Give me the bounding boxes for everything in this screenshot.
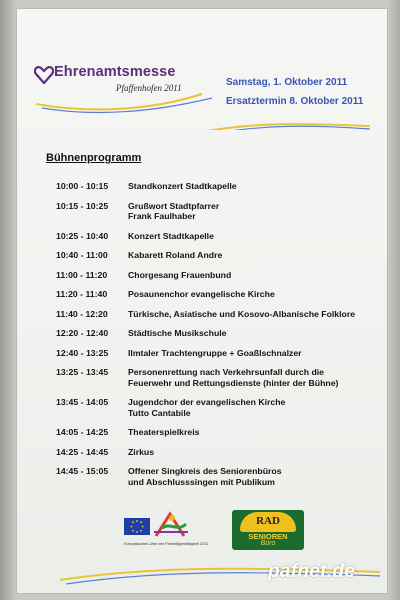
schedule-time: 11:00 - 11:20 — [56, 269, 108, 280]
left-edge-shadow — [0, 0, 16, 600]
schedule-desc: Zirkus — [128, 446, 155, 457]
schedule-time: 10:40 - 11:00 — [56, 250, 108, 260]
program-heading: Bühnenprogramm — [46, 152, 142, 164]
event-date: Samstag, 1. Oktober 2011 — [226, 77, 348, 88]
schedule-time: 13:25 - 13:45 — [56, 367, 109, 377]
stage-schedule — [56, 181, 386, 487]
schedule-time: 14:05 - 14:25 — [56, 427, 109, 437]
senioren-logo-bottom: Büro — [260, 540, 276, 547]
schedule-desc: Kabarett Roland Andre — [128, 250, 223, 260]
schedule-time: 13:45 - 14:05 — [56, 397, 109, 407]
schedule-row — [56, 328, 386, 339]
schedule-row — [56, 348, 386, 359]
logo-title: Ehrenamtsmesse — [54, 64, 176, 80]
eu-flag-icon — [124, 518, 150, 535]
schedule-desc: Türkische, Asiatische und Kosovo-Albanische Folklore — [128, 308, 356, 319]
schedule-desc: Chorgesang Frauenbund — [128, 269, 232, 280]
schedule-row — [56, 367, 386, 388]
schedule-row — [56, 427, 386, 438]
schedule-row — [56, 181, 386, 192]
schedule-desc: Konzert Stadtkapelle — [128, 230, 214, 241]
eu-caption: Europäisches Jahr der Freiwilligentätigkeit 2011 — [124, 541, 209, 546]
schedule-time: 12:40 - 13:25 — [56, 347, 109, 358]
seniorenbuero-logo — [232, 510, 304, 550]
schedule-time: 14:25 - 14:45 — [56, 446, 109, 457]
schedule-time: 11:40 - 12:20 — [56, 308, 108, 319]
schedule-desc: Posaunenchor evangelische Kirche — [128, 289, 275, 299]
heart-icon — [34, 66, 54, 84]
watermark: pafnet.de — [268, 561, 356, 582]
schedule-time: 10:00 - 10:15 — [56, 181, 109, 191]
sponsor-logos — [110, 508, 310, 554]
ehrenamtsmesse-logo — [34, 66, 214, 106]
alternate-date: Ersatztermin 8. Oktober 2011 — [226, 96, 364, 107]
volunteer-year-logo — [150, 510, 192, 540]
schedule-desc: Personenrettung nach Verkehrsunfall durch die Feuerwehr und Rettungsdienste (hinter der Bühne) — [128, 367, 339, 388]
schedule-desc: Jugendchor der evangelischen Kirche Tutto Cantabile — [128, 397, 286, 418]
schedule-desc: Theaterspielkreis — [128, 427, 200, 437]
schedule-desc: Städtische Musikschule — [128, 328, 227, 338]
senioren-logo-top: RAD — [256, 515, 280, 527]
schedule-row — [56, 231, 386, 242]
schedule-desc: Grußwort Stadtpfarrer Frank Faulhaber — [128, 200, 220, 221]
schedule-desc: Ilmtaler Trachtengruppe + Goaßlschnalzer — [128, 347, 302, 358]
schedule-time: 10:25 - 10:40 — [56, 230, 109, 241]
schedule-row — [56, 397, 386, 418]
schedule-time: 12:20 - 12:40 — [56, 328, 109, 338]
schedule-time: 10:15 - 10:25 — [56, 200, 109, 211]
schedule-desc: Standkonzert Stadtkapelle — [128, 181, 237, 191]
schedule-row — [56, 250, 386, 261]
schedule-row — [56, 447, 386, 458]
schedule-row — [56, 466, 386, 487]
logo-subtitle: Pfaffenhofen 2011 — [116, 83, 182, 93]
schedule-time: 14:45 - 15:05 — [56, 466, 109, 476]
schedule-row — [56, 289, 386, 300]
right-edge-shadow — [388, 0, 400, 600]
schedule-row — [56, 309, 386, 320]
schedule-row — [56, 201, 386, 222]
senioren-logo-mid: SENIOREN — [248, 532, 288, 541]
schedule-time: 11:20 - 11:40 — [56, 289, 108, 299]
schedule-row — [56, 270, 386, 281]
schedule-desc: Offener Singkreis des Seniorenbüros und Abschlusssingen mit Publikum — [128, 466, 282, 487]
